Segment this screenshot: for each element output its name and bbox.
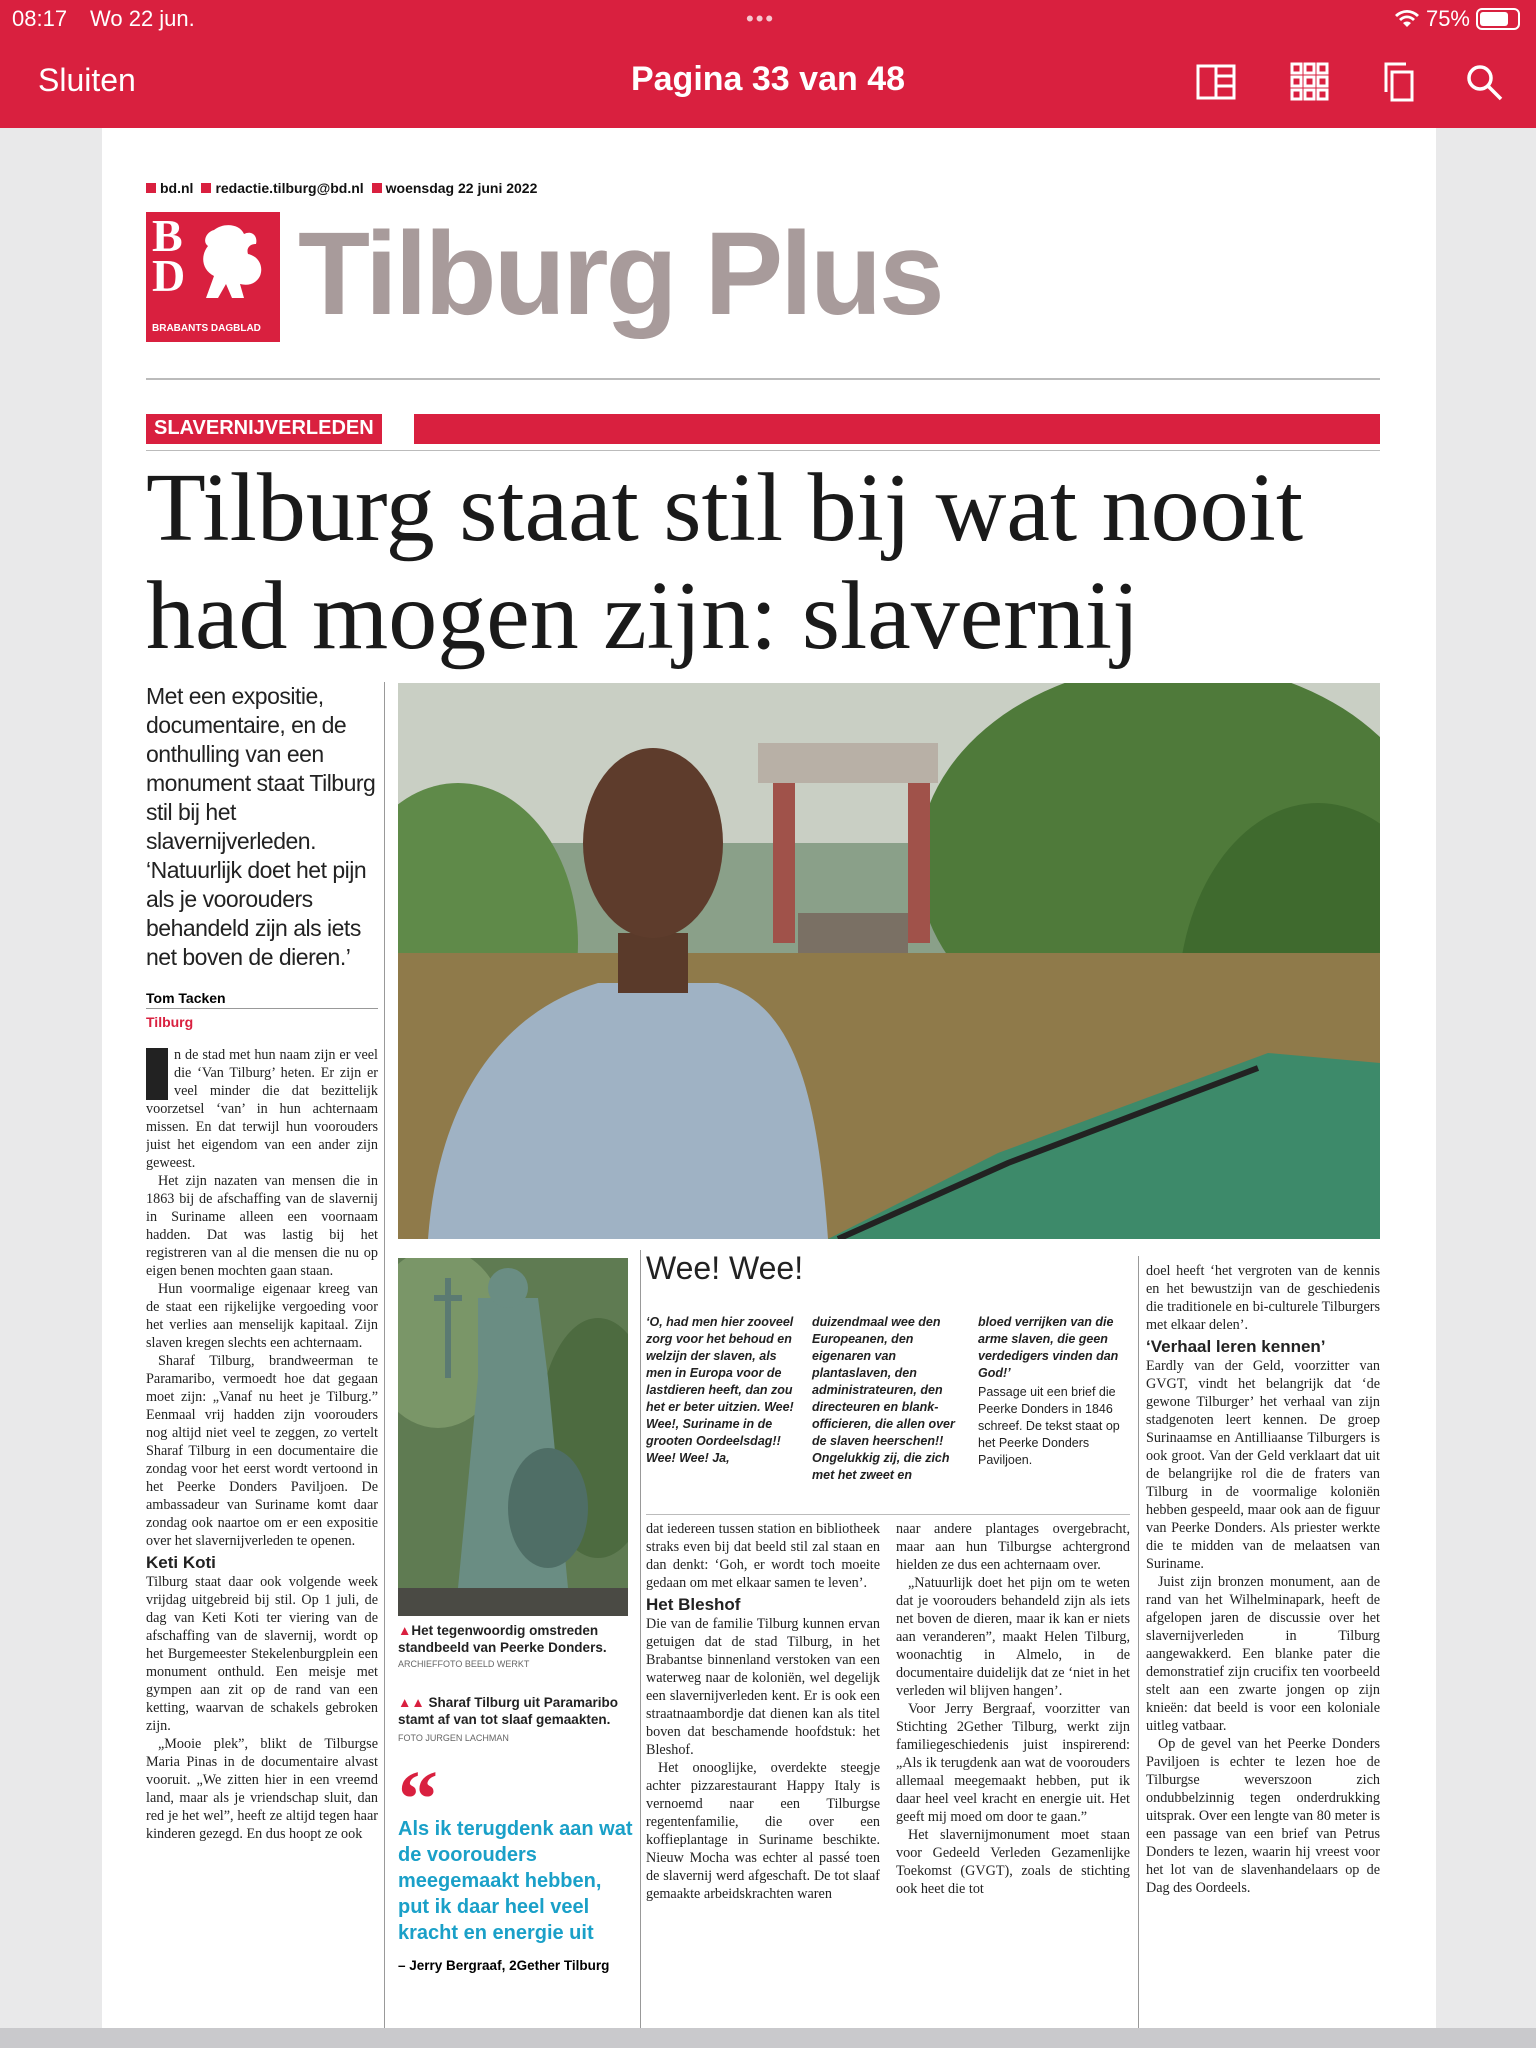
bottom-bar [0, 2028, 1536, 2048]
column-4 [896, 1520, 1130, 2028]
photo-statue-peerke-donders [398, 1258, 628, 1616]
search-icon[interactable] [1464, 62, 1504, 102]
paragraph: Hun voormalige eigenaar kreeg van de staat een rijkelijke vergoeding voor het verlies aan menselijk kapitaal. Zijn slaven kregen slechts een achternaam. [146, 1281, 378, 1351]
meta-email: redactie.tilburg@bd.nl [201, 180, 363, 196]
column-3 [646, 1520, 880, 2028]
box-title: Wee! Wee! [646, 1250, 804, 1286]
paragraph: dat iedereen tussen station en bibliotheek straks even bij dat beeld stil zal staan en dan denkt: ‘Goh, er wordt toch moeite gedaan om met elkaar samen te leven’. [646, 1521, 880, 1591]
divider [384, 682, 385, 2028]
bd-logo [146, 212, 280, 342]
quote-icon: “ [398, 1756, 438, 1844]
paragraph: doel heeft ‘het vergroten van de kennis en het bewustzijn van de geschiedenis die traditionele en bi-culturele Tilburgers met elkaar delen’. [1146, 1263, 1380, 1333]
statue-caption: ▲Het tegenwoordig omstreden standbeeld van Peerke Donders. ARCHIEFFOTO BEELD WERKT [398, 1622, 634, 1673]
pull-quote-author: – Jerry Bergraaf, 2Gether Tilburg [398, 1958, 610, 1973]
subheading: ‘Verhaal leren kennen’ [1146, 1337, 1326, 1356]
battery-icon [1476, 8, 1520, 30]
paragraph: Tilburg staat daar ook volgende week vrijdag uitgebreid bij stil. Op 1 juli, de dag van Keti Koti ter viering van de afschaffing van de slavernij, wordt op het Burgemeester Stekelenburgplein een monument onthuld. Een meisje met gympen aan zit op de rand van een ketting, waarvan de schakels gebroken zijn. [146, 1574, 378, 1734]
paragraph: „Natuurlijk doet het pijn om te weten dat je voorouders behandeld zijn als iets net boven de dieren, maar ik kan er niets aan veranderen”, maakt Helen Tilburg, woonachtig in Almelo, in de documentaire duidelijk dat ze ‘niet in het verleden wil blijven hangen’. [896, 1575, 1130, 1699]
battery-percent: 75% [1425, 6, 1470, 31]
box-quote-3: bloed verrijken van die arme slaven, die geen verdedigers vinden dan God!’ [978, 1315, 1119, 1380]
photo-credit: ARCHIEFFOTO BEELD WERKT [398, 1659, 530, 1669]
page-layout-icon[interactable] [1196, 62, 1236, 102]
masthead: Tilburg Plus [298, 208, 942, 340]
divider [146, 450, 1380, 451]
caption-text: Het tegenwoordig omstreden standbeeld van Peerke Donders. [398, 1623, 607, 1655]
divider [640, 1250, 641, 2028]
box-quote-2: duizendmaal wee den Europeanen, den eigenaren van plantaslaven, den administrateuren, den directeuren en blank-officieren, die allen over de slaven heerschen!! Ongelukkig zij, die zich met het zweet en [812, 1315, 955, 1482]
subheading: Het Bleshof [646, 1595, 741, 1614]
drop-cap [146, 1048, 168, 1100]
intro: Met een expositie, documentaire, en de onthulling van een monument staat Tilburg stil bij het slavernijverleden. ‘Natuurlijk doet het pijn als je voorouders behandeld zijn als iets net boven de dieren.’ [146, 683, 376, 970]
copy-icon[interactable] [1380, 62, 1420, 102]
multitasking-dots-icon[interactable]: ••• [746, 6, 776, 31]
page-title: Pagina 33 van 48 [630, 60, 906, 98]
main-photo [398, 683, 1380, 1239]
dateline: Tilburg [146, 1014, 194, 1030]
paragraph: Op de gevel van het Peerke Donders Paviljoen is echter te lezen hoe de Tilburgse weverszoon zich ondubbelzinnig tegen onderdrukking uitsprak. Over een lengte van 80 meter is een passage van een brief van Petrus Donders te lezen, waarin hij vreest voor het lot van de slavenhandelaars op de Dag des Oordeels. [1146, 1736, 1380, 1896]
paragraph: Eardly van der Geld, voorzitter van GVGT, vindt het belangrijk dat ‘de gewone Tilburger’ het verhaal van zijn stadgenoten leert kennen. De groep Surinaamse en Antilliaanse Tilburgers is ook groot. Van der Geld verklaart dat uit de belangrijke rol die de fraters van Tilburg in de voormalige koloniën hebben gespeeld, maar ook aan de figuur van Peerke Donders. Als priester werkte die te midden van de melaatsen van Suriname. [1146, 1358, 1380, 1572]
paragraph: naar andere plantages overgebracht, maar aan hun Tilburgse achtergrond hielden ze dus een achternaam over. [896, 1521, 1130, 1573]
meta-date: woensdag 22 juni 2022 [372, 180, 538, 196]
newspaper-page [102, 128, 1436, 2028]
status-date: Wo 22 jun. [90, 6, 195, 31]
wifi-icon [1394, 9, 1420, 29]
photo-credit: FOTO JURGEN LACHMAN [398, 1733, 509, 1743]
grid-icon[interactable] [1290, 62, 1330, 102]
section-kicker: SLAVERNIJVERLEDEN [146, 414, 382, 444]
status-time: 08:17 [12, 6, 68, 31]
main-caption: ▲▲ Sharaf Tilburg uit Paramaribo stamt af van tot slaaf gemaakten. FOTO JURGEN LACHMAN [398, 1695, 619, 1743]
status-right [1394, 6, 1520, 32]
meta-site: bd.nl [146, 180, 193, 196]
statue-photo [398, 1258, 628, 1616]
lion-icon [194, 220, 272, 312]
paragraph: Voor Jerry Bergraaf, voorzitter van Stichting 2Gether Tilburg, werkt zijn familiegeschiedenis juist inspirerend: „Als ik terugdenk aan wat de voorouders allemaal meegemaakt hebben, put ik daar heel veel kracht en energie uit. Het geeft mij moed om door te gaan.” [896, 1701, 1130, 1825]
close-button[interactable]: Sluiten [38, 62, 136, 98]
paragraph: „Mooie plek”, blikt de Tilburgse Maria Pinas in de documentaire alvast vooruit. „We zitten hier in een vreemd land, maar als je vriendschap sluit, dan red je het wel”, heeft ze altijd tegen haar kinderen gezegd. En dus hoopt ze ook [146, 1736, 378, 1842]
column-5 [1146, 1262, 1380, 2028]
paragraph: Het onooglijke, overdekte steegje achter pizzarestaurant Happy Italy is vernoemd naar een Tilburgse regentenfamilie, die over een koffieplantage in Suriname beschikte. Nieuw Mocha was echter al passé toen de slavernij werd afgeschaft. De tot slaaf gemaakte arbeidskrachten waren [646, 1760, 880, 1902]
headline-line-2: had mogen zijn: slavernij [146, 562, 1140, 670]
box-quote-1: ‘O, had men hier zooveel zorg voor het behoud en welzijn der slaven, als men in Europa voor de lastdieren heeft, dan zou het er beter uitzien. Wee! Wee!, Suriname in de grooten Oordeelsdag!! Wee! Wee! Ja, [646, 1315, 794, 1465]
caption-text: Sharaf Tilburg uit Paramaribo stamt af van tot slaaf gemaakten. [398, 1695, 619, 1727]
pull-quote: Als ik terugdenk aan wat de voorouders meegemaakt hebben, put ik daar heel veel kracht en energie uit [398, 1818, 633, 1944]
paragraph: Sharaf Tilburg, brandweerman te Paramaribo, vermoedt hoe dat gegaan moet zijn: „Vanaf nu heet je Tilburg.” Eenmaal vrij hadden zijn voorouders nog altijd niet veel te zeggen, zo vertelt Sharaf Tilburg in een documentaire die zondag voor het eerst wordt vertoond in het Peerke Donders Paviljoen. De ambassadeur van Suriname komt daar zondag ook naartoe om er een expositie over het slavernijverleden te openen. [146, 1353, 378, 1549]
kicker-bar [414, 414, 1380, 444]
column-1 [146, 1046, 378, 2028]
top-bar [0, 0, 1536, 128]
divider [646, 1514, 1130, 1515]
logo-name: BRABANTS DAGBLAD [152, 323, 261, 334]
headline-line-1: Tilburg staat stil bij wat nooit [146, 454, 1304, 562]
photo-man-in-boat [398, 683, 1380, 1239]
subheading: Keti Koti [146, 1553, 216, 1572]
logo-letters: B D [152, 210, 186, 301]
paragraph: Die van de familie Tilburg kunnen ervan getuigen dat de stad Tilburg, in het Brabantse binnenland verstoken van een waterweg naar de koloniën, wel degelijk een slavernijverleden kent. Er is ook een straatnaambordje dat dienen kan als titel boven dat beschamende hoofdstuk: het Bleshof. [646, 1616, 880, 1758]
byline: Tom Tacken [146, 990, 378, 1009]
paragraph: Het slavernijmonument moet staan voor Gedeeld Verleden Gezamenlijke Toekomst (GVGT), zoals de stichting ook heet die tot [896, 1827, 1130, 1897]
page-meta [146, 180, 537, 196]
box-note: Passage uit een brief die Peerke Donders in 1846 schreef. De tekst staat op het Peerke Donders Paviljoen. [978, 1385, 1120, 1467]
divider [146, 378, 1380, 380]
paragraph: Het zijn nazaten van mensen die in 1863 bij de afschaffing van de slavernij in Suriname alleen een voornaam hadden. Dat was lastig bij het registreren van al die mensen die nu op eigen benen mochten gaan staan. [146, 1173, 378, 1279]
paragraph: n de stad met hun naam zijn er veel die ‘Van Tilburg’ heten. Er zijn er veel minder die dat bezittelijk voorzetsel ‘van’ in hun achternaam missen. En dat terwijl hun voorouders juist het eigendom van een ander zijn geweest. [146, 1047, 378, 1171]
headline [146, 454, 1386, 670]
paragraph: Juist zijn bronzen monument, aan de rand van het Wilhelminapark, heeft de afgelopen jaren de discussie over het slavernijverleden in Tilburg aangewakkerd. Een blanke pater die demonstratief zijn crucifix ten voorbeeld stelt aan een zwarte jongen op zijn knieën: dat beeld is voor een koloniale uitleg vatbaar. [1146, 1574, 1380, 1734]
divider [1138, 1256, 1139, 2028]
